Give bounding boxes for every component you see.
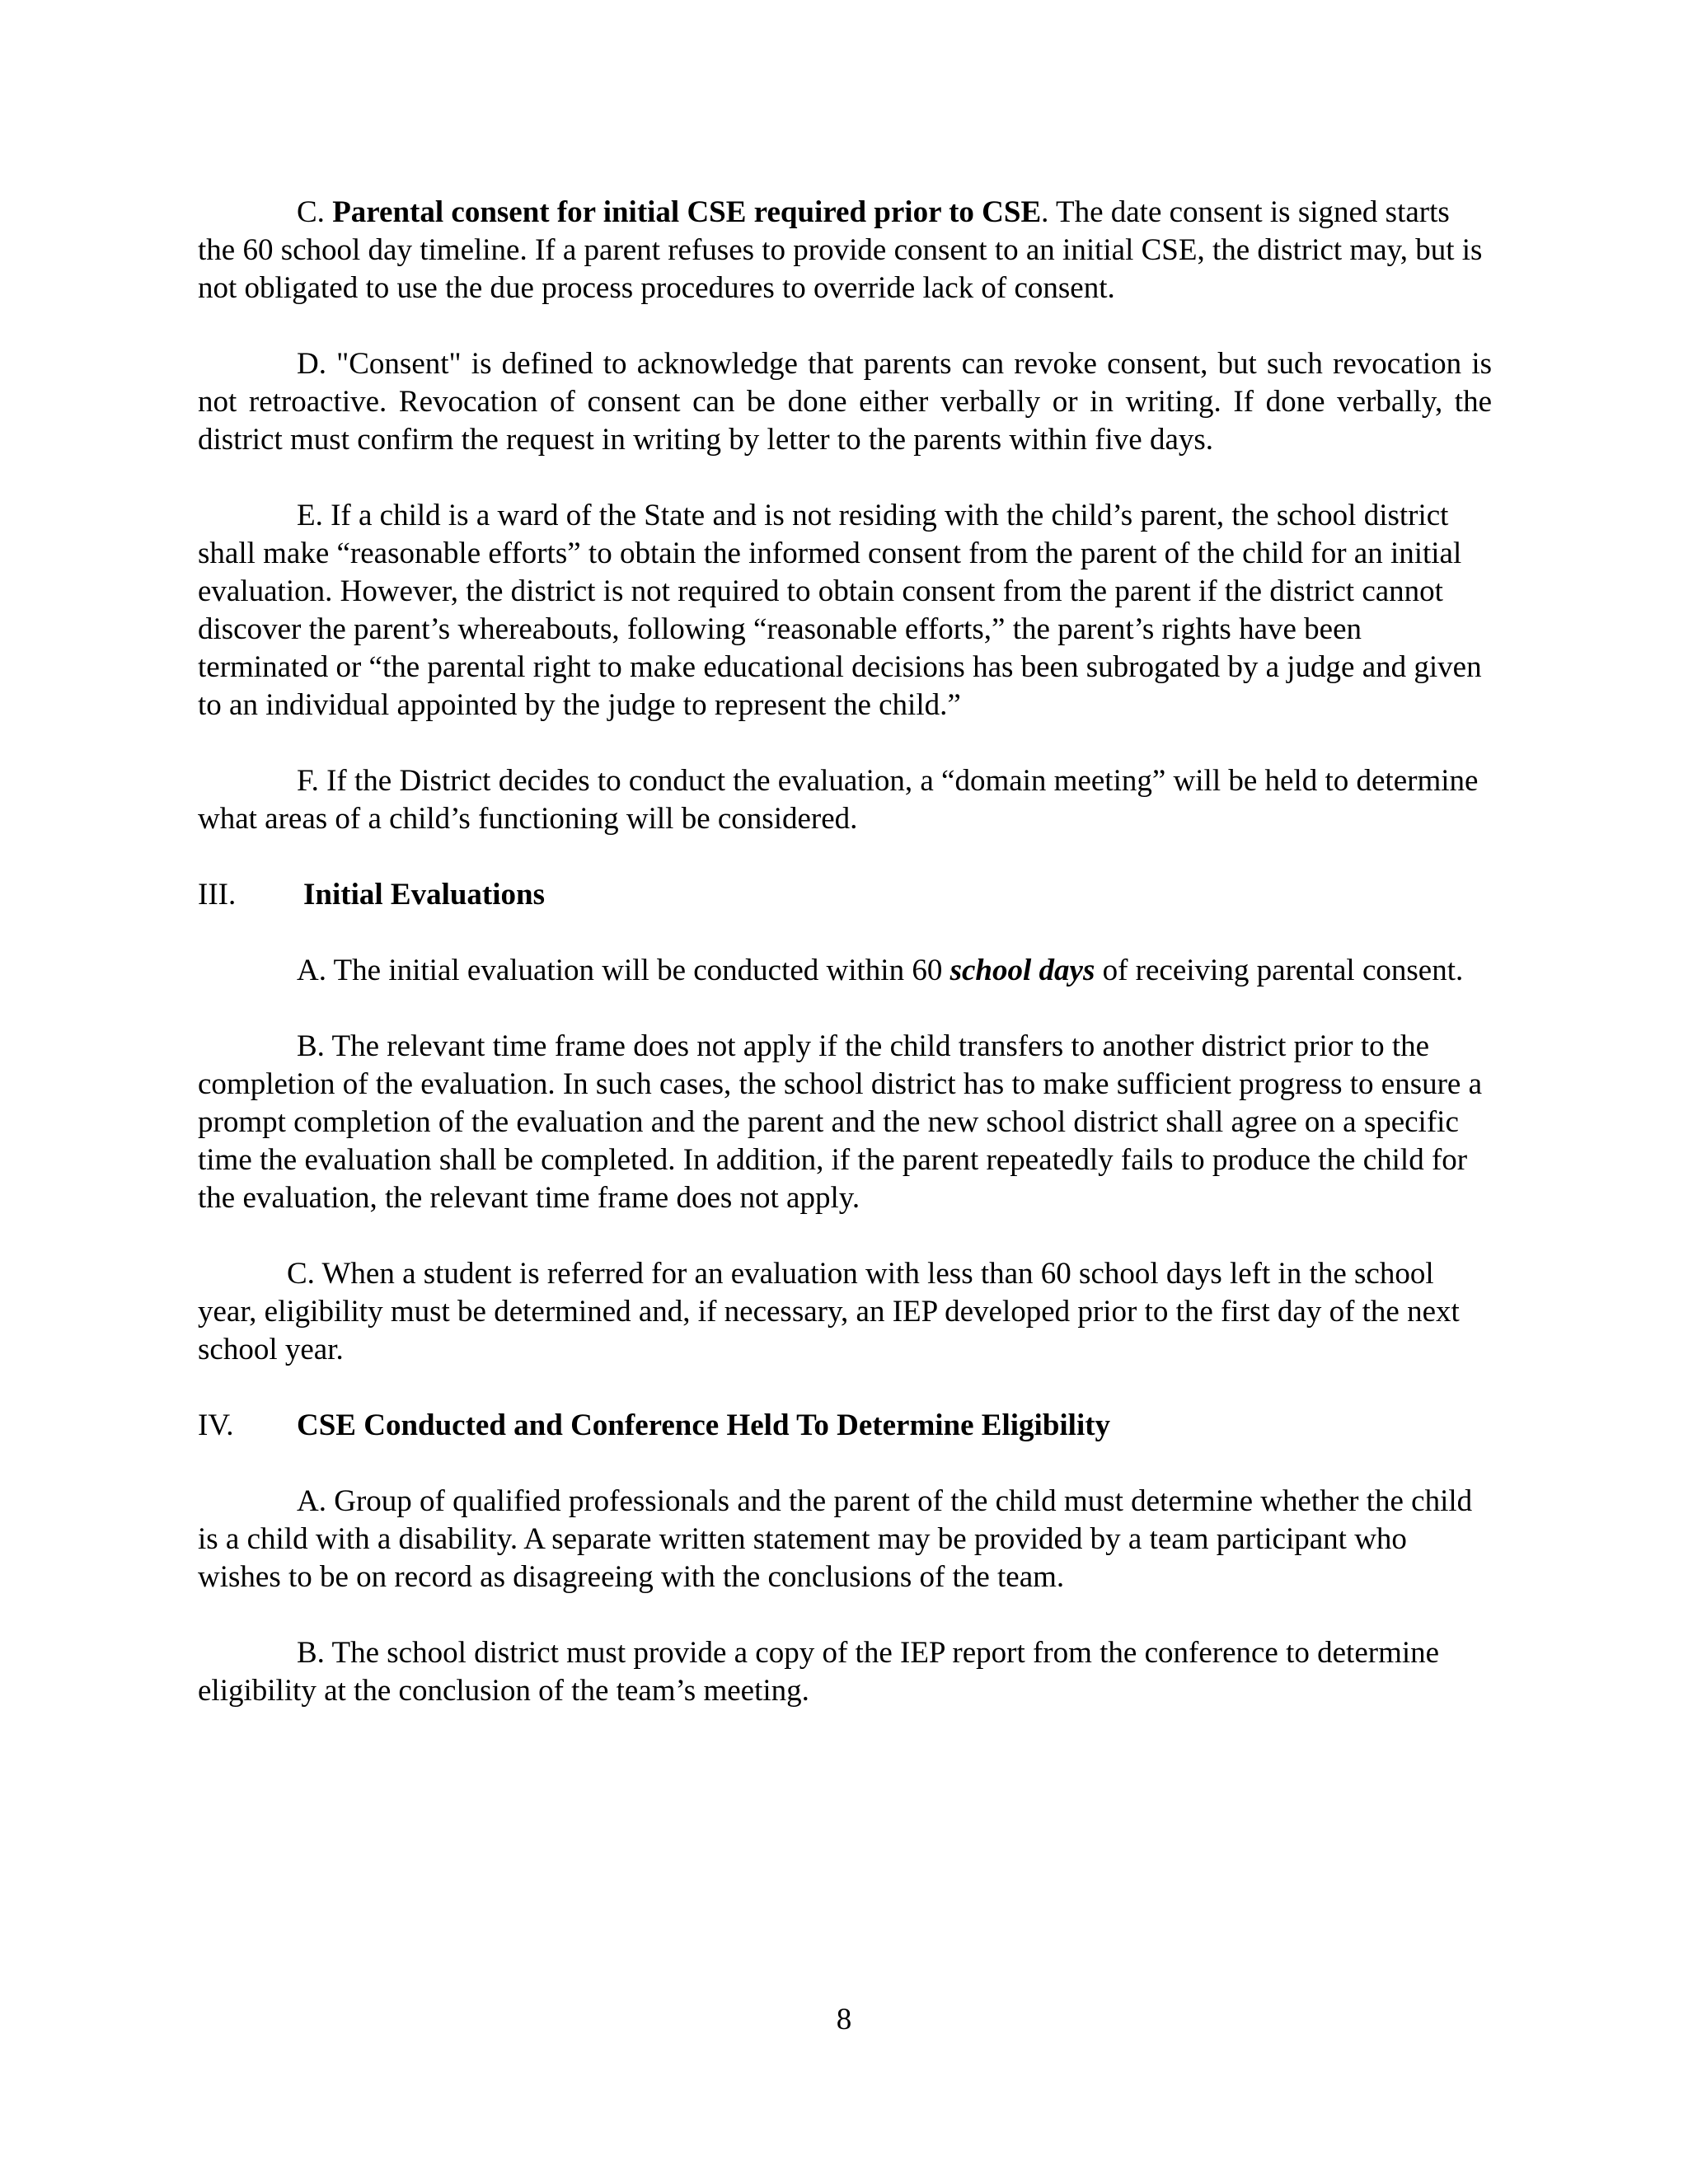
paragraph-c-parental-consent <box>198 194 1492 307</box>
section-title-iv: CSE Conducted and Conference Held To Determine Eligibility <box>297 1408 1111 1442</box>
document-body <box>198 194 1492 1748</box>
section-heading-iii <box>198 876 1492 914</box>
paragraph-iii-a-before: A. The initial evaluation will be conducted within 60 <box>297 954 950 987</box>
page-number: 8 <box>836 2003 852 2036</box>
paragraph-iv-a-body: A. Group of qualified professionals and the parent of the child must determine whether the child is a child with a disability. A separate written statement may be provided by a team participant who wishes to be on record as disagreeing with the conclusions of the team. <box>198 1484 1473 1594</box>
paragraph-e-ward-of-state <box>198 497 1492 724</box>
paragraph-iv-b-iep-copy <box>198 1634 1492 1710</box>
paragraph-e-body: E. If a child is a ward of the State and is not residing with the child’s parent, the school district shall make “reasonable efforts” to obtain the informed consent from the parent of the child for an initial evaluation. However, the district is not required to obtain consent from the parent if the district cannot discover the parent’s whereabouts, following “reasonable efforts,” the parent’s rights have been terminated or “the parental right to make educational decisions has been subrogated by a judge and given to an individual appointed by the judge to represent the child.” <box>198 499 1482 722</box>
paragraph-c-lead: C. <box>297 195 333 229</box>
paragraph-f-domain-meeting <box>198 762 1492 838</box>
paragraph-f-body: F. If the District decides to conduct the evaluation, a “domain meeting” will be held to determine what areas of a child’s functioning will be considered. <box>198 764 1479 836</box>
section-number-iv: IV. <box>198 1408 234 1442</box>
paragraph-c-body: . The date consent is signed starts the 60 school day timeline. If a parent refuses to provide consent to an initial CSE, the district may, but is not obligated to use the due process procedures to override lack of consent. <box>198 195 1483 305</box>
paragraph-iii-c-body: C. When a student is referred for an evaluation with less than 60 school days left in the school year, eligibility must be determined and, if necessary, an IEP developed prior to the first day of the next school year. <box>198 1257 1460 1366</box>
section-title-iii: Initial Evaluations <box>303 878 546 912</box>
paragraph-iv-a-qualified-professionals <box>198 1483 1492 1596</box>
paragraph-iii-b-body: B. The relevant time frame does not apply if the child transfers to another district prior to the completion of the evaluation. In such cases, the school district has to make sufficient progress to ensure a prompt completion of the evaluation and the parent and the new school district shall agree on a specific time the evaluation shall be completed. In addition, if the parent repeatedly fails to produce the child for the evaluation, the relevant time frame does not apply. <box>198 1029 1483 1215</box>
paragraph-iii-a-timeline <box>198 952 1492 990</box>
paragraph-iii-c-referral <box>198 1255 1492 1369</box>
section-heading-iv <box>198 1407 1492 1445</box>
paragraph-iii-a-after: of receiving parental consent. <box>1095 954 1464 987</box>
paragraph-iii-a-emphasis: school days <box>950 954 1095 987</box>
paragraph-iii-b-transfer <box>198 1028 1492 1217</box>
paragraph-c-bold-heading: Parental consent for initial CSE required prior to CSE <box>332 195 1042 229</box>
paragraph-d-body: D. "Consent" is defined to acknowledge that parents can revoke consent, but such revocation is not retroactive. Revocation of consent can be done either verbally or in writing. If done verbally, the district must confirm the request in writing by letter to the parents within five days. <box>198 347 1492 457</box>
paragraph-iv-b-body: B. The school district must provide a copy of the IEP report from the conference to determine eligibility at the conclusion of the team’s meeting. <box>198 1636 1440 1708</box>
paragraph-d-consent-definition <box>198 345 1492 459</box>
section-number-iii: III. <box>198 878 237 912</box>
